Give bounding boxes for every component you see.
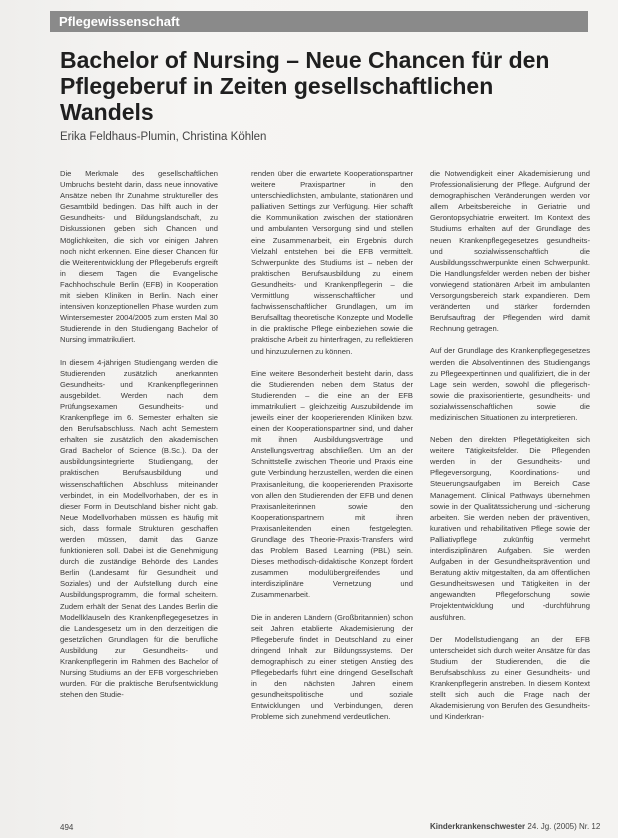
page-number: 494 [60,823,74,832]
text-column-2 [251,168,413,818]
section-label: Pflegewissenschaft [59,14,180,29]
paragraph: In diesem 4-jährigen Studiengang werden die Studierenden zusätzlich anerkannten Gesundheits- und Krankenpflegerinnen ausgebildet. Werden nach dem Prüfungsexamen Gesundheits- und Krankenpflege im 6. Semester erhalten sie den Berufsabschluss. Nach acht Semestern erhalten sie zusätzlich den akademischen Grad Bachelor of Science (B.Sc.). Da der ausbildungsintegrierte Studiengang, der praktischen Berufsausbildung und wissenschaftlichen Abschluss miteinander verbindet, in ein Modellvorhaben, der es in dieser Form in Deutschland bisher nicht gab. Neue Modellvorhaben müssen es häufig mit sich, dass formale Strukturen geschaffen werden müssen, damit das Ganze funktionieren soll. Dabei ist die Genehmigung durch die zuständige Behörde des Landes Berlin (Landesamt für Gesundheit und Soziales) und der Aufstellung durch eine Ausbildungsprogramm, die formal scheitern. Zudem erhält der Senat des Landes Berlin die Modellklauseln des Krankenpflegegesetzes in die Landesgesetz um in den derzeitigen die gesetzlichen Grundlagen für die berufliche Ausbildung zur Gesundheits- und Krankenpflegerin im Rahmen des Bachelor of Nursing Studiums an der EFB vorgeschrieben wurden. Für die praktische Berufsentwicklung stehen den Studie- [60,357,218,700]
text-column-3 [430,168,590,818]
paragraph: die Notwendigkeit einer Akademisierung und Professionalisierung der Pflege. Aufgrund der demographischen Veränderungen werden vor allem Arbeitsbereiche in Geriatrie und Gerontopsychiatrie erweitert. Im Kontext des Studiums erhalten auf der Grundlage des neuen Krankenpflegegesetzes gesundheits- und sozialwissenschaftlich die Ausbildungsschwerpunkte einen Schwerpunkt. Die Handlungsfelder werden neben der bisher vorwiegend stationären Arbeit im ambulanten Versorgungsbereich stark expandieren. Dem veränderten und stärker fordernden Berufsauftrag der Pflegenden wird damit Rechnung getragen. [430,169,590,334]
paragraph: Auf der Grundlage des Krankenpflegegesetzes werden die Absolventinnen des Studiengangs zu Pflegeexpertinnen und qualifiziert, die in der Lage sein werden, sowohl die pflegerisch-sowie die praxisorientierte, gesundheits- und sozialwissenschaftlichen sowie die medizinischen Situationen zu interpretieren. [430,346,590,422]
paragraph: renden über die erwartete Kooperationspartner weitere Praxispartner in den unterschiedlichsten, ambulante, stationären und palliativen Settings zur Verfügung. Hier schafft die Kommunikation zwischen der stationären und ambulanten Versorgung sind und stellen eine Zusammenarbeit, ein Ergebnis durch Vielzahl entstehen bei die EFB vermittelt. Schwerpunkte des Studiums ist – neben der praktischen Berufsausbildung zu einem Gesundheits- und Krankenpflegerin – die Vermittlung wissenschaftlicher und fachwissenschaftlicher Grundlagen, um im Berufsalltag theoretische Konzepte und Modelle in die praktische Pflege einbeziehen sowie die praktische Arbeit zu hinterfragen, zu reflektieren und hinzuzulernen zu können. [251,169,413,356]
article-authors: Erika Feldhaus-Plumin, Christina Köhlen [60,131,267,143]
paragraph: Der Modellstudiengang an der EFB unterscheidet sich durch weiter Ansätze für das Studium der Studierenden, die die Berufsabschluss zu einer Gesundheits- und Krankenpflegerin anstreben. In diesem Kontext stellt sich auch die Frage nach der Akademisierung von Berufen des Gesundheits- und Kinderkran- [430,634,590,722]
section-banner [50,11,588,32]
journal-issue: 24. Jg. (2005) Nr. 12 [527,822,601,831]
journal-name: Kinderkrankenschwester [430,822,526,831]
article-title: Bachelor of Nursing – Neue Chancen für den Pflegeberuf in Zeiten gesellschaftlichen Wandels [60,47,550,125]
paragraph: Eine weitere Besonderheit besteht darin, dass die Studierenden neben dem Status der Studierenden – die eine an der EFB immatrikuliert – gleichzeitig Auszubildende im jeweils einer der kooperierenden Kliniken bzw. einen der Kooperationspartner sind, und daher mit ihnen Ausbildungsverträge und Anstellungsvertrag abschließen. Um an der Schnittstelle zwischen Theorie und Praxis eine gute Verbindung herzustellen, werden die einen Praxisanleitung, die kooperierenden Praxisorte von allen den Studierenden der EFB und denen Praxisanleiterinnen sowie den Kooperationspartnern mit ihren Praxisanleitenden einen festgelegten. Grundlage des Theorie-Praxis-Transfers wird das Problem Based Learning (PBL) sein. Dieses methodisch-didaktische Konzept fördert zusammen modulübergreifendes und interdisziplinäre Vernetzung und Zusammenarbeit. [251,368,413,600]
paragraph: Die in anderen Ländern (Großbritannien) schon seit Jahren etablierte Akademisierung der Pflegeberufe findet in Deutschland zu einer dringend Inhalt zur Bildungssystems. Der demographisch zu einer stetigen Anstieg des Pflegebedarfs führt eine dringend Gesellschaft in den nächsten Jahren einem gesundheitspolitische und soziale Entwicklungen und Verbindungen, deren Probleme sich zunehmend verdeutlichen. [251,612,413,722]
paragraph: Neben den direkten Pflegetätigkeiten sich weitere Tätigkeitsfelder. Die Pflegenden werden in der Gesundheits- und Pflegeversorgung, Koordinations- und Steuerungsaufgaben im Bereich Case Management. Clinical Pathways übernehmen sowie in der Qualitätssicherung und -sicherung arbeiten. Sie werden neben der präventiven, kurativen und rehabilitativen Pflege sowie der Palliativpflege zukünftig vermehrt interdisziplinären Aufgaben. Sie werden Aufgaben in der Gesundheitsprävention und Beratung aktiv mitgestalten, da am öffentlichen Gesundheitswesen und Tätigkeiten in der angewandten Pflegeforschung sowie Projektentwicklung und -durchführung ausführen. [430,435,590,622]
paragraph: Die Merkmale des gesellschaftlichen Umbruchs besteht darin, dass neue innovative Ansätze neben Ihr Zunahme struktureller des Gesamtbild bedingen. Das hilft auch in der Gesundheits- und Bildungslandschaft, zu Diskussionen geben sich Chancen und Möglichkeiten, die sich vor einigen Jahren noch nicht erkennen. Eine dieser Chancen für die Weiterentwicklung der Pflegeberufs ergreift in diesem Tagen die Evangelische Fachhochschule Berlin (EFB) in Kooperation mit sieben Kliniken in Berlin. Nach einer intensiven konzeptionellen Phase wurden zum Wintersemester 2004/2005 zum ersten Mal 30 Studierende in den Studiengang Bachelor of Nursing immatrikuliert. [60,169,218,345]
text-column-1 [60,168,218,818]
journal-footer [430,822,600,831]
